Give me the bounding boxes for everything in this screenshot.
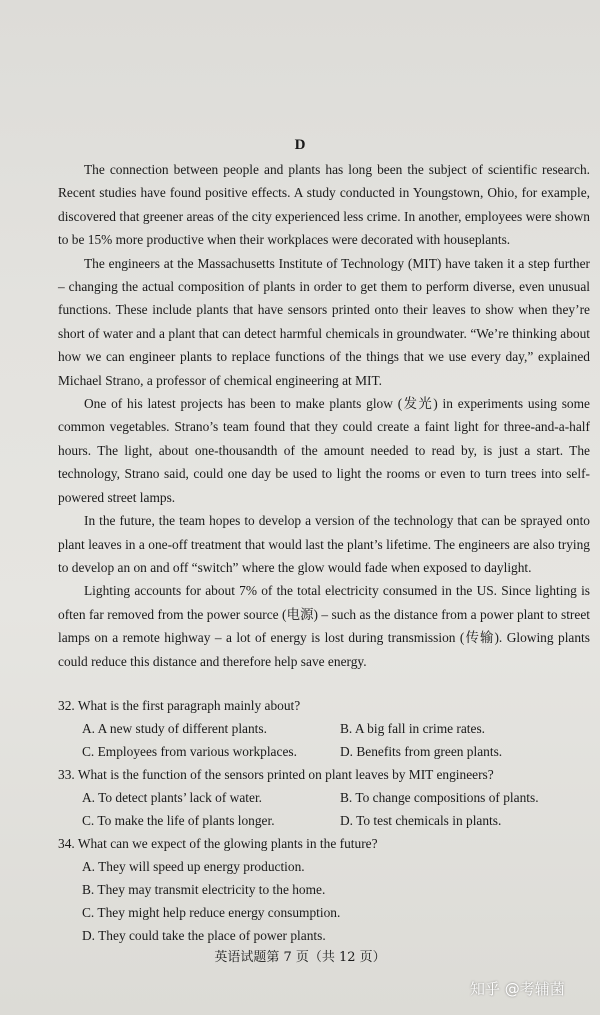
passage-paragraph-4: In the future, the team hopes to develop a version of the technology that can be sprayed onto plant leaves in a one-off treatment that would last the plant’s lifetime. The engineers are also trying to develop an on and off “switch” where the glow would fade when exposed to daylight. xyxy=(58,513,590,575)
option-c: C. They might help reduce energy consumption. xyxy=(82,905,341,920)
question-32 xyxy=(58,694,590,763)
option-a: A. A new study of different plants. xyxy=(82,721,267,736)
option-a: A. They will speed up energy production. xyxy=(82,859,305,874)
question-33 xyxy=(58,763,590,832)
answer-options xyxy=(58,717,590,763)
question-list xyxy=(58,694,590,947)
option-d: D. They could take the place of power plants. xyxy=(82,928,326,943)
passage-paragraph-2: The engineers at the Massachusetts Institute of Technology (MIT) have taken it a step further – changing the actual composition of plants in order to get them to perform diverse, even unusual functions. These include plants that have sensors printed onto their leaves to show when they’re short of water and a plant that can detect harmful chemicals in groundwater. “We’re thinking about how we can engineer plants to replace functions of the things that we use every day,” explained Michael Strano, a professor of chemical engineering at MIT. xyxy=(58,255,590,388)
option-d: D. Benefits from green plants. xyxy=(340,744,503,759)
page-footer: 英语试题第 7 页（共 12 页） xyxy=(214,950,386,965)
option-a: A. To detect plants’ lack of water. xyxy=(82,790,263,805)
option-d: D. To test chemicals in plants. xyxy=(340,813,502,828)
answer-options xyxy=(58,786,590,832)
passage-paragraph-3: One of his latest projects has been to make plants glow (发光) in experiments using some common vegetables. Strano’s team found that they could create a faint light for three-and-a-half hours. The light, about one-thousandth of the amount needed to read by, is just a start. The technology, Strano said, could one day be used to light the rooms or even to turn trees into self-powered street lamps. xyxy=(58,396,590,505)
option-b: B. A big fall in crime rates. xyxy=(340,721,486,736)
answer-options xyxy=(58,855,590,947)
question-stem: 34. What can we expect of the glowing plants in the future? xyxy=(58,836,378,851)
passage-heading: D xyxy=(294,137,306,153)
question-34 xyxy=(58,832,590,947)
question-stem: 33. What is the function of the sensors printed on plant leaves by MIT engineers? xyxy=(58,767,494,782)
option-b: B. They may transmit electricity to the home. xyxy=(82,882,326,897)
option-c: C. Employees from various workplaces. xyxy=(82,744,297,759)
passage-paragraph-5: Lighting accounts for about 7% of the total electricity consumed in the US. Since lighting is often far removed from the power source (电源) – such as the distance from a power plant to street lamps on a remote highway – a lot of energy is lost during transmission (传输). Glowing plants could reduce this distance and therefore help save energy. xyxy=(58,583,590,669)
question-stem: 32. What is the first paragraph mainly about? xyxy=(58,698,301,713)
passage-paragraph-1: The connection between people and plants has long been the subject of scientific research. Recent studies have found positive effects. A study conducted in Youngstown, Ohio, for example, discovered that greener areas of the city experienced less crime. In another, employees were shown to be 15% more productive when their workplaces were decorated with houseplants. xyxy=(58,162,590,248)
option-c: C. To make the life of plants longer. xyxy=(82,813,275,828)
watermark: 知乎 @考辅菌 xyxy=(470,980,565,998)
reading-passage xyxy=(58,158,590,673)
option-b: B. To change compositions of plants. xyxy=(340,790,539,805)
